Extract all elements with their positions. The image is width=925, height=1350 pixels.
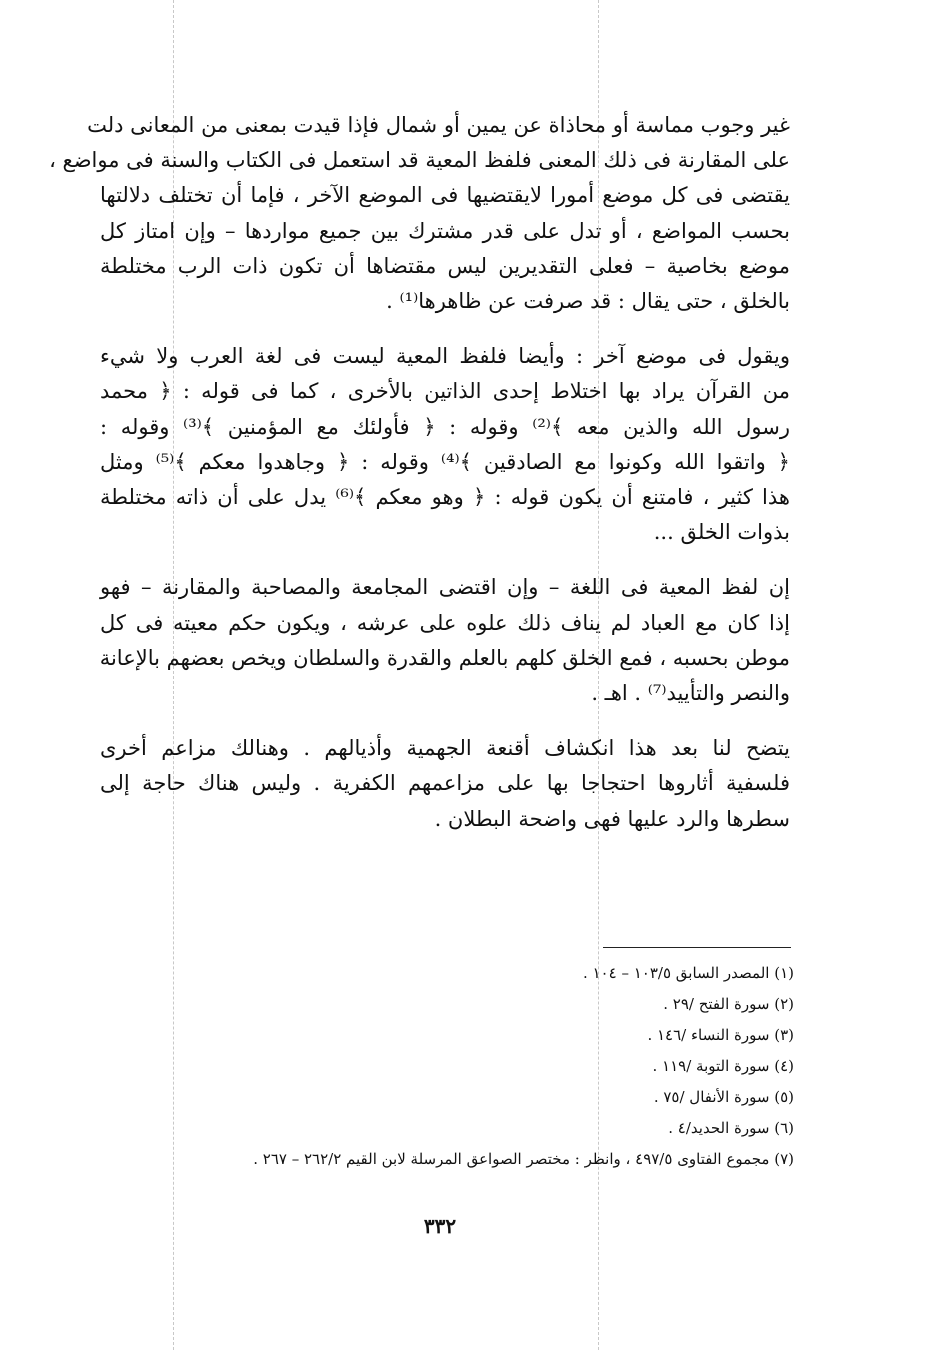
paragraph [100, 339, 790, 550]
text-line: ﴿ واتقوا الله وكونوا مع الصادقين ﴾⁽⁴⁾ وقوله : ﴿ وجاهدوا معكم ﴾⁽⁵⁾ ومثل [100, 449, 790, 474]
text-line: هذا كثير ، فامتنع أن يكون قوله : ﴿ وهو معكم ﴾⁽⁶⁾ يدل على أن ذاته مختلطة [100, 485, 790, 510]
text-line: بحسب المواضع ، أو تدل على قدر مشترك بين جميع مواردها – وإن امتاز كل [100, 218, 790, 243]
text-line: والنصر والتأييد⁽⁷⁾ . اهـ . [591, 681, 790, 706]
footnote: (٣) سورة النساء /١٤٦ . [647, 1026, 794, 1044]
footnote: (٢) سورة الفتح /٢٩ . [663, 995, 794, 1013]
text-line: من القرآن يراد بها اختلاط إحدى الذاتين بالأخرى ، كما فى قوله : ﴿ محمد [100, 379, 790, 404]
paragraph [49, 108, 790, 319]
footnote: (٧) مجموع الفتاوى ٤٩٧/٥ ، وانظر : مختصر الصواعق المرسلة لابن القيم ٢٦٢/٢ – ٢٦٧ . [253, 1150, 794, 1168]
text-line: رسول الله والذين معه ﴾⁽²⁾ وقوله : ﴿ فأولئك مع المؤمنين ﴾⁽³⁾ وقوله : [100, 414, 790, 439]
footnote: (٥) سورة الأنفال /٧٥ . [653, 1088, 794, 1106]
footnotes [110, 958, 794, 1175]
footnote: (١) المصدر السابق ١٠٣/٥ – ١٠٤ . [582, 964, 794, 982]
text-line: على المقارنة فى ذلك المعنى فلفظ المعية قد استعمل فى الكتاب والسنة فى مواضع ، [49, 148, 790, 173]
footnote: (٤) سورة التوبة /١١٩ . [652, 1057, 794, 1075]
footnote-separator [603, 947, 791, 948]
text-line: موطن بحسبه ، فمع الخلق كلهم بالعلم والقدرة والسلطان ويخص بعضهم بالإعانة [99, 645, 790, 670]
text-line: بالخلق ، حتى يقال : قد صرفت عن ظاهرها⁽¹⁾ . [386, 289, 790, 314]
text-line: فلسفية أثاروها احتجاجا بها على مزاعمهم الكفرية . وليس هناك حاجة إلى [100, 771, 790, 796]
page-number: ٣٣٢ [423, 1214, 457, 1238]
text-line: إذا كان مع العباد لم يناف ذلك علوه على عرشه ، ويكون حكم معيته فى كل [100, 610, 790, 635]
text-line: يقتضى فى كل موضع أمورا لايقتضيها فى الموضع الآخر ، فإما أن تختلف دلالتها [100, 183, 790, 208]
text-line: يتضح لنا بعد هذا انكشاف أقنعة الجهمية وأذيالهم . وهنالك مزاعم أخرى [100, 736, 790, 761]
text-line: سطرها والرد عليها فهى واضحة البطلان . [434, 806, 790, 831]
paragraph [100, 570, 790, 711]
text-line: إن لفظ المعية فى اللغة – وإن اقتضى المجامعة والمصاحبة والمقارنة – فهو [100, 575, 790, 600]
text-line: موضع بخاصية – فعلى التقديرين ليس مقتضاها أن تكون ذات الرب مختلطة [100, 253, 790, 278]
text-line: بذوات الخلق ... [653, 520, 790, 545]
paragraph [100, 731, 790, 837]
text-line: غير وجوب مماسة أو محاذاة عن يمين أو شمال فإذا قيدت بمعنى من المعانى دلت [87, 113, 790, 137]
text-line: ويقول فى موضع آخر : وأيضا فلفظ المعية ليست فى لغة العرب ولا شيء [100, 344, 790, 369]
footnote: (٦) سورة الحديد/٤ . [668, 1119, 794, 1137]
body-text [49, 108, 790, 857]
